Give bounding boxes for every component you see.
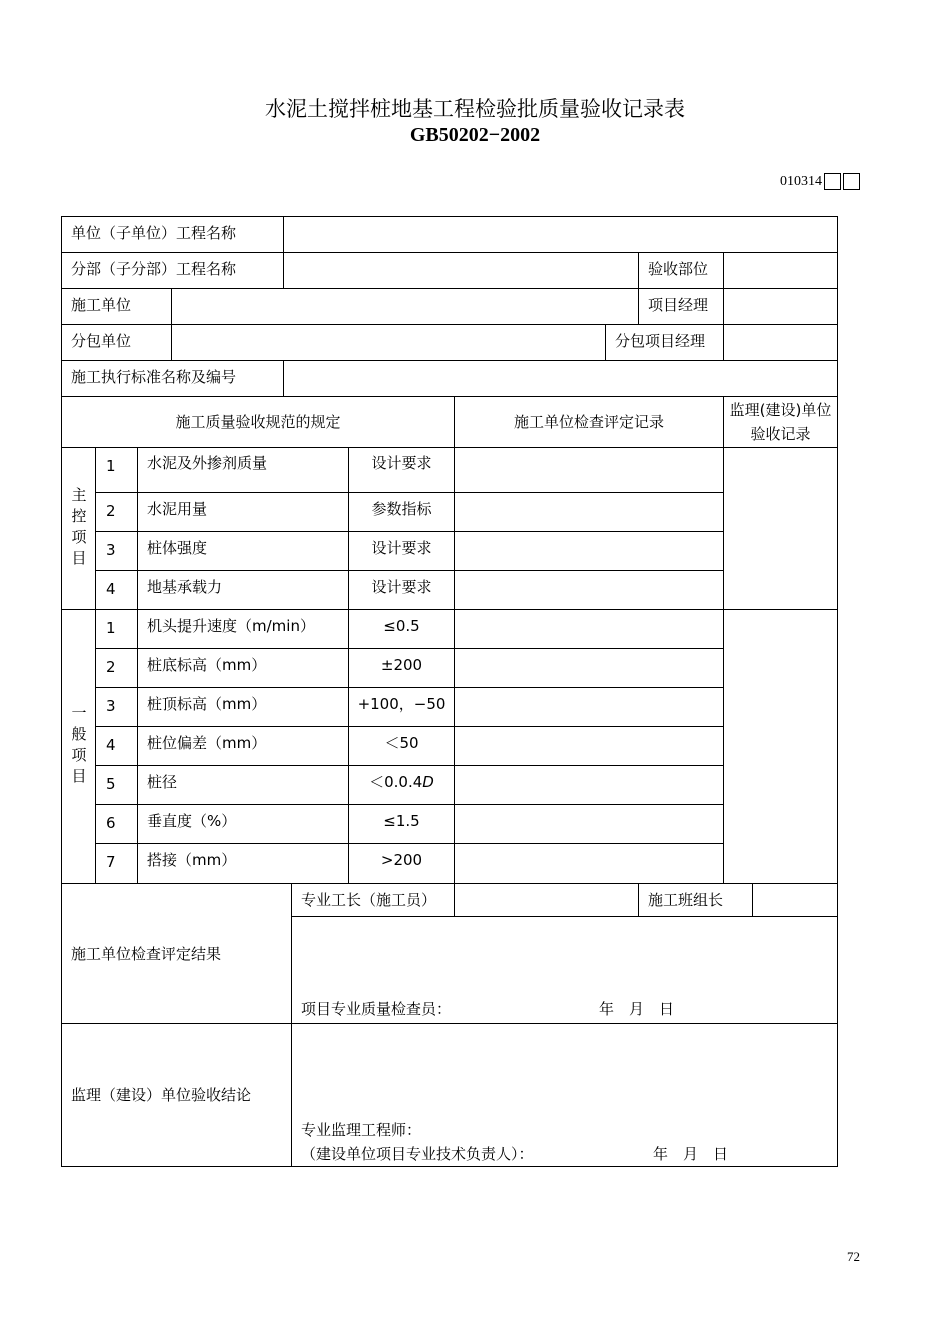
division-value[interactable] (284, 253, 639, 289)
supervisor-conclusion-area[interactable] (292, 1024, 837, 1166)
general-items-group-text: 一般项目 (69, 704, 88, 789)
contractor-record-column-header: 施工单位检查评定记录 (455, 397, 724, 448)
requirement-value: ＜0.0.4 (369, 773, 423, 791)
general-item-requirement: >200 (349, 844, 455, 884)
general-item-record[interactable] (455, 805, 724, 844)
main-items-group-text: 主控项目 (69, 486, 88, 571)
general-item-no: 6 (96, 805, 138, 844)
main-item-record[interactable] (455, 532, 724, 571)
general-item-requirement: ≤1.5 (349, 805, 455, 844)
general-item-record[interactable] (455, 688, 724, 727)
foreman-value[interactable] (455, 884, 639, 917)
general-item-no: 4 (96, 727, 138, 766)
standard-code-title: GB50202−2002 (409, 124, 541, 146)
form-title: 水泥土搅拌桩地基工程检验批质量验收记录表 (265, 97, 685, 121)
general-item-requirement: ±200 (349, 649, 455, 688)
main-item-requirement: 参数指标 (349, 493, 455, 532)
acceptance-form-table (61, 216, 838, 1167)
contractor-value[interactable] (172, 289, 639, 325)
contractor-date: 年 月 日 (599, 1000, 675, 1018)
code-box-1[interactable] (824, 173, 841, 190)
acceptance-part-label: 验收部位 (639, 253, 724, 289)
main-items-supervisor-record[interactable] (724, 448, 837, 610)
standard-value[interactable] (284, 361, 837, 397)
general-item-record[interactable] (455, 844, 724, 884)
code-box-2[interactable] (843, 173, 860, 190)
main-item-requirement: 设计要求 (349, 448, 455, 493)
general-item-record[interactable] (455, 610, 724, 649)
general-item-no: 7 (96, 844, 138, 884)
general-item-name: 机头提升速度（m/min） (138, 610, 349, 649)
team-leader-label: 施工班组长 (639, 884, 753, 917)
general-item-no: 1 (96, 610, 138, 649)
general-item-record[interactable] (455, 727, 724, 766)
main-item-no: 3 (96, 532, 138, 571)
contractor-result-area[interactable] (292, 917, 837, 1024)
quality-inspector-label: 项目专业质量检查员： (301, 1000, 452, 1018)
main-item-name: 地基承载力 (138, 571, 349, 610)
supervising-engineer-label: 专业监理工程师： (301, 1121, 422, 1139)
general-item-no: 3 (96, 688, 138, 727)
main-item-name: 桩体强度 (138, 532, 349, 571)
general-item-no: 5 (96, 766, 138, 805)
general-item-name: 桩底标高（mm） (138, 649, 349, 688)
spec-column-header: 施工质量验收规范的规定 (62, 397, 455, 448)
project-manager-value[interactable] (724, 289, 837, 325)
subcontractor-label: 分包单位 (62, 325, 172, 361)
standard-label: 施工执行标准名称及编号 (62, 361, 284, 397)
general-items-group-label (62, 610, 96, 884)
general-item-requirement: ＜50 (349, 727, 455, 766)
main-item-no: 2 (96, 493, 138, 532)
general-item-name: 搭接（mm） (138, 844, 349, 884)
general-item-name: 桩顶标高（mm） (138, 688, 349, 727)
project-manager-label: 项目经理 (639, 289, 724, 325)
owner-representative-label: （建设单位项目专业技术负责人）： (301, 1145, 534, 1163)
contractor-label: 施工单位 (62, 289, 172, 325)
contractor-result-label: 施工单位检查评定结果 (62, 884, 292, 1024)
general-item-name: 桩位偏差（mm） (138, 727, 349, 766)
sub-manager-label: 分包项目经理 (606, 325, 724, 361)
unit-project-value[interactable] (284, 217, 837, 253)
general-item-requirement: +100，−50 (349, 688, 455, 727)
page-number: 72 (847, 1249, 860, 1264)
unit-project-label: 单位（子单位）工程名称 (62, 217, 284, 253)
general-item-requirement: ≤0.5 (349, 610, 455, 649)
main-item-name: 水泥及外掺剂质量 (138, 448, 349, 493)
form-code (780, 173, 860, 190)
sub-manager-value[interactable] (724, 325, 837, 361)
general-item-name: 垂直度（%） (138, 805, 349, 844)
main-item-requirement: 设计要求 (349, 571, 455, 610)
team-leader-value[interactable] (753, 884, 837, 917)
supervisor-record-column-header: 监理(建设)单位验收记录 (724, 397, 837, 448)
main-item-record[interactable] (455, 448, 724, 493)
general-item-record[interactable] (455, 649, 724, 688)
subcontractor-value[interactable] (172, 325, 606, 361)
general-item-name: 桩径 (138, 766, 349, 805)
supervisor-conclusion-label: 监理（建设）单位验收结论 (62, 1024, 292, 1166)
general-items-supervisor-record[interactable] (724, 610, 837, 884)
main-item-requirement: 设计要求 (349, 532, 455, 571)
diameter-symbol: D (422, 773, 434, 791)
general-item-no: 2 (96, 649, 138, 688)
form-code-number: 010314 (780, 173, 822, 189)
supervisor-date: 年 月 日 (653, 1145, 729, 1163)
main-item-no: 4 (96, 571, 138, 610)
main-item-record[interactable] (455, 493, 724, 532)
main-item-record[interactable] (455, 571, 724, 610)
main-items-group-label (62, 448, 96, 610)
main-item-name: 水泥用量 (138, 493, 349, 532)
acceptance-part-value[interactable] (724, 253, 837, 289)
foreman-label: 专业工长（施工员） (292, 884, 455, 917)
main-item-no: 1 (96, 448, 138, 493)
general-item-requirement (349, 766, 455, 805)
division-label: 分部（子分部）工程名称 (62, 253, 284, 289)
general-item-record[interactable] (455, 766, 724, 805)
